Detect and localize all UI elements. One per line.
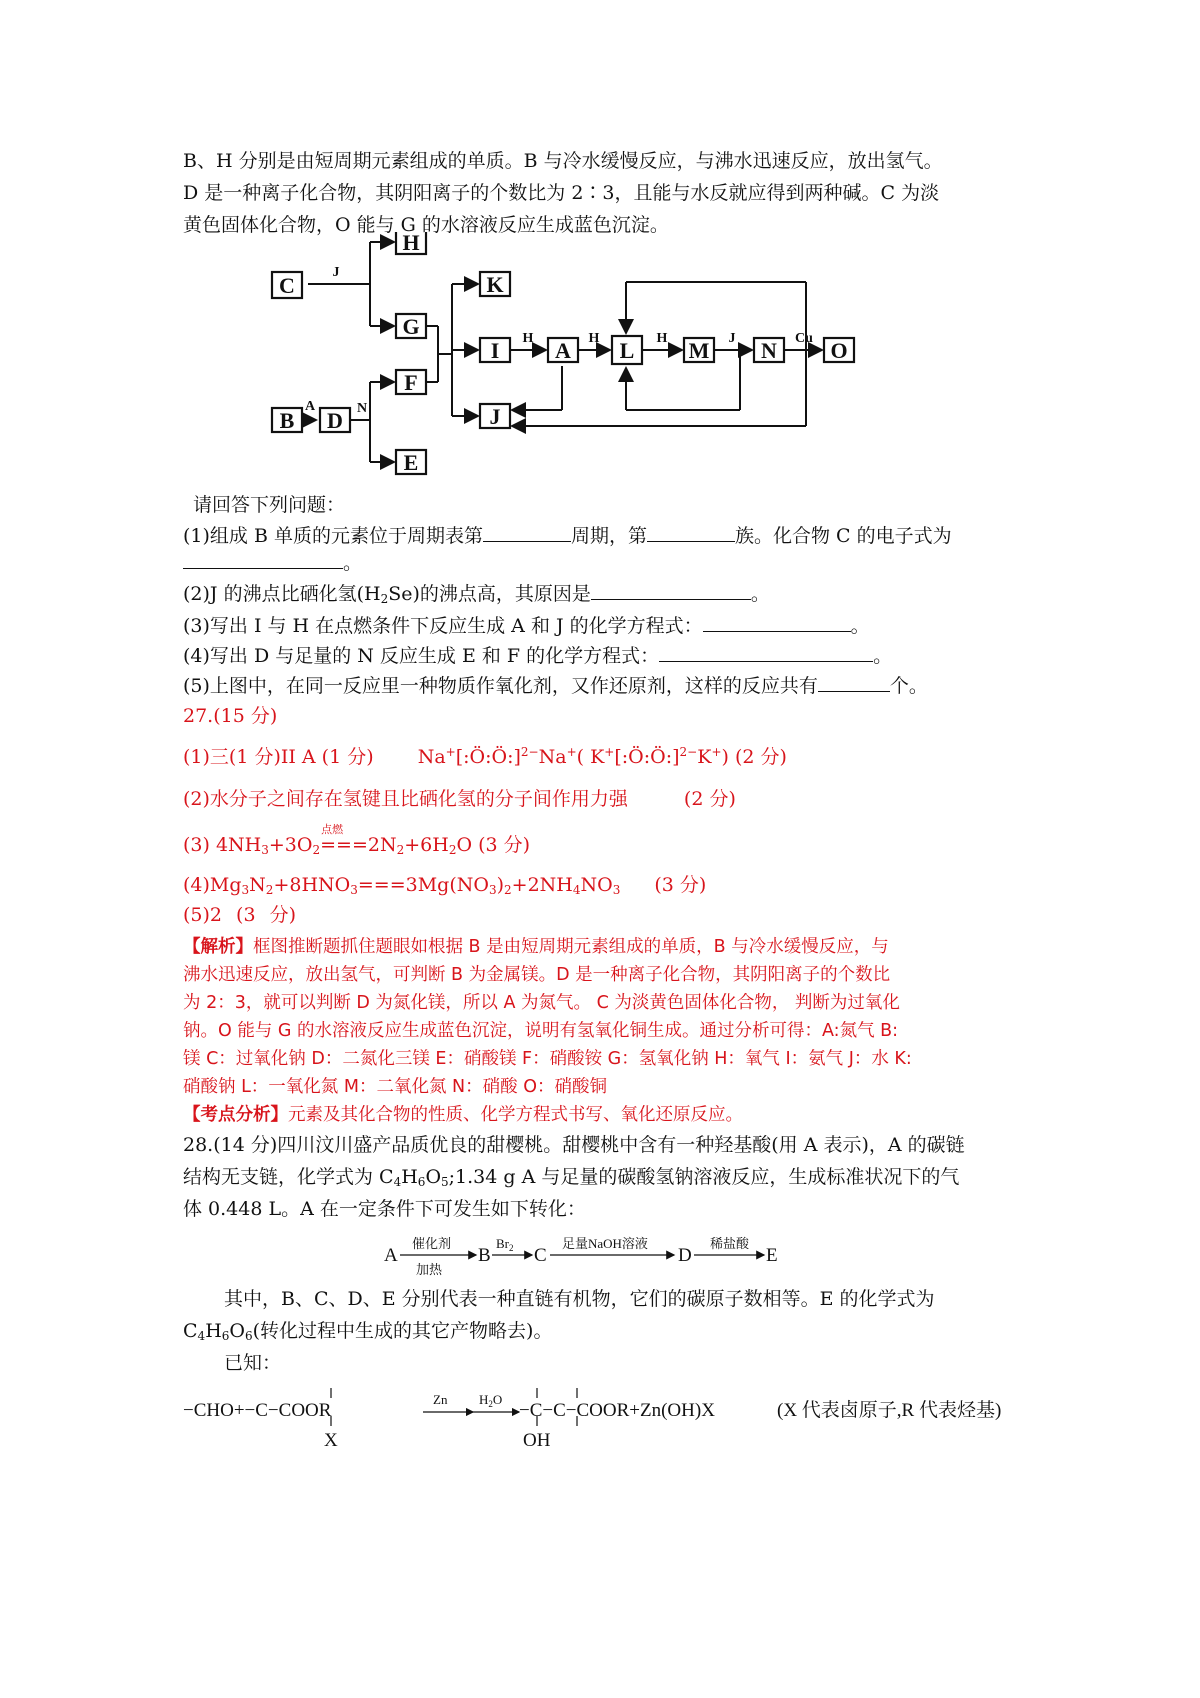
scheme-E: E [766, 1245, 778, 1266]
node-C-label: C [279, 273, 295, 298]
a2-score: (2 分) [683, 788, 736, 810]
reaction-note: (X 代表卤原子,R 代表烃基) [777, 1400, 1002, 1421]
q1-part-c: 族。化合物 C 的电子式为 [734, 525, 952, 547]
scheme-D: D [678, 1245, 692, 1266]
a1-k: K [590, 746, 605, 768]
analysis-line-3: 为 2：3，就可以判断 D 为氮化镁，所以 A 为氮气。 C 为淡黄色固体化合物， 判断为过氧化 [183, 993, 900, 1013]
reaction-zn: Zn [433, 1392, 448, 1407]
a1-text: (1)三(1 分)II A (1 分) [183, 746, 374, 768]
node-E-label: E [403, 450, 419, 475]
a3-right3: O (3 分) [456, 834, 531, 856]
key-points-text: 元素及其化合物的性质、化学方程式书写、氧化还原反应。 [288, 1105, 743, 1125]
a4-part: ===3Mg(NO [357, 874, 489, 896]
key-points-tag: 【考点分析】 [183, 1105, 288, 1125]
q28-para-2: $C_4H_6O_6$(转化过程中生成的其它产物略去)。 [183, 1320, 553, 1343]
reaction-h2o: $H_2O$ [479, 1392, 503, 1409]
question-5 [183, 673, 928, 699]
answer-2 [183, 786, 736, 812]
node-G-label: G [402, 314, 420, 339]
node-I-label: I [490, 338, 500, 363]
q28-text: (转化过程中生成的其它产物略去)。 [252, 1320, 553, 1342]
analysis-tag: 【解析】 [183, 937, 253, 957]
a4-part: N [249, 874, 266, 896]
answer-blank[interactable] [483, 523, 571, 542]
q4-part-a: (4)写出 D 与足量的 N 反应生成 E 和 F 的化学方程式： [183, 645, 660, 667]
q28-text: O [425, 1166, 442, 1188]
a4-part: +8HNO [273, 874, 351, 896]
a3-right1: 2N [367, 834, 397, 856]
a3-mid: +3O [268, 834, 313, 856]
edge-label-c: J [332, 265, 340, 280]
answer-1: (1)三(1 分)II A (1 分) Na+[:Ö:Ö:]$^{2-}$Na+( K+[:Ö:Ö:]$^{2-}$K+) (2 分) [183, 745, 787, 768]
answer-blank[interactable] [703, 613, 851, 632]
scheme-A: A [384, 1245, 398, 1266]
q28-line-1: 28.(14 分)四川汶川盛产品质优良的甜樱桃。甜樱桃中含有一种羟基酸(用 A 表示)，A 的碳链 [183, 1134, 965, 1156]
q28-known: 已知： [224, 1352, 282, 1374]
node-M-label: M [688, 338, 710, 363]
analysis-line-1 [183, 934, 889, 960]
q3-part-a: (3)写出 I 与 H 在点燃条件下反应生成 A 和 J 的化学方程式： [183, 615, 703, 637]
q28-text: 结构无支链，化学式为 C [183, 1166, 394, 1188]
scheme-cond-br2: $Br_2$ [496, 1236, 514, 1253]
analysis-line-4: 钠。O 能与 G 的水溶液反应生成蓝色沉淀，说明有氢氧化铜生成。通过分析可得：A:氮气 B: [183, 1021, 899, 1041]
intro-line-2: D 是一种离子化合物，其阴阳离子的个数比为 2∶3，且能与水反就应得到两种碱。C 为淡 [183, 182, 940, 204]
a4-part: +2NH [511, 874, 573, 896]
a1-na-2: Na [538, 746, 567, 768]
q5-part-a: (5)上图中，在同一反应里一种物质作氧化剂，又作还原剂，这样的反应共有 [183, 675, 818, 697]
analysis-text: 框图推断题抓住题眼如根据 B 是由短周期元素组成的单质，B 与冷水缓慢反应，与 [253, 937, 889, 957]
edge-label-d: N [356, 401, 368, 416]
a3-condition: 点燃 [321, 823, 344, 836]
known-reaction [183, 1378, 1043, 1458]
edge-label-n-o: Cu [795, 331, 813, 346]
conversion-scheme [384, 1228, 824, 1280]
a1-na: Na [417, 746, 446, 768]
answer-3: (3) $4NH_3+3O_2$ 点燃 $===2N_2+6H_2O$ (3 分) [183, 832, 530, 858]
answer-blank[interactable] [659, 643, 873, 662]
scheme-cond-hcl: 稀盐酸 [710, 1236, 750, 1251]
answer-blank[interactable] [591, 581, 751, 600]
question-4 [183, 643, 892, 669]
intro-line-1: B、H 分别是由短周期元素组成的单质。B 与冷水缓慢反应，与沸水迅速反应，放出氢气。 [183, 150, 943, 172]
answer-blank[interactable] [183, 550, 343, 569]
q2-part-a: (2)J 的沸点比硒化氢(H [183, 583, 381, 605]
answer-blank[interactable] [818, 673, 890, 692]
reaction-x: X [324, 1430, 338, 1451]
q5-part-b: 个。 [889, 675, 928, 697]
key-points-line [183, 1102, 743, 1128]
node-L-label: L [619, 338, 635, 363]
q2-part-b: Se)的沸点高，其原因是 [388, 583, 591, 605]
q4-part-b: 。 [873, 645, 893, 667]
scheme-C: C [534, 1245, 547, 1266]
q1-part-d: 。 [343, 552, 363, 574]
q28-text: H [205, 1320, 222, 1342]
question-prompt: 请回答下列问题： [193, 494, 346, 516]
question-2: (2)J 的沸点比硒化氢$(H_2Se)$的沸点高，其原因是 。 [183, 583, 770, 606]
a2-text: (2)水分子之间存在氢键且比硒化氢的分子间作用力强 [183, 788, 628, 810]
q28-para-1: 其中，B、C、D、E 分别代表一种直链有机物，它们的碳原子数相等。E 的化学式为 [224, 1288, 935, 1310]
scheme-cond-heat: 加热 [416, 1262, 443, 1277]
a1-o2-2: :Ö:Ö: [621, 746, 673, 768]
answer-blank[interactable] [647, 523, 735, 542]
a4-score: (3 分) [654, 874, 707, 896]
analysis-line-2: 沸水迅速反应，放出氢气，可判断 B 为金属镁。D 是一种离子化合物，其阴阳离子的个数比 [183, 965, 891, 985]
q28-text: H [401, 1166, 418, 1188]
node-J-label: J [489, 404, 501, 429]
answer-5: (5)2 (3 分) [183, 904, 296, 926]
reaction-oh: OH [523, 1430, 551, 1451]
node-D-label: D [327, 408, 343, 433]
q28-line-3: 体 0.448 L。A 在一定条件下可发生如下转化： [183, 1198, 586, 1220]
analysis-line-5: 镁 C：过氧化钠 D：二氮化三镁 E：硝酸镁 F：硝酸铵 G：氢氧化钠 H：氧气 I：氨气 J：水 K: [183, 1049, 912, 1069]
a1-o2: :Ö:Ö: [463, 746, 514, 768]
reaction-left: −CHO+−C−COOR [183, 1400, 332, 1421]
node-K-label: K [486, 272, 504, 297]
a3-left: (3) 4NH [183, 834, 262, 856]
q28-text: C [183, 1320, 198, 1342]
question-3 [183, 613, 870, 639]
intro-line-3: 黄色固体化合物，O 能与 G 的水溶液反应生成蓝色沉淀。 [183, 214, 669, 236]
reaction-flow-diagram [270, 232, 890, 482]
node-O-label: O [830, 338, 848, 363]
a4-part: (4)Mg [183, 874, 242, 896]
node-N-label: N [761, 338, 777, 363]
edge-label-l-m: H [656, 331, 668, 346]
scheme-B: B [478, 1245, 491, 1266]
a4-part: ) [496, 874, 505, 896]
edge-label-i-a: H [522, 331, 534, 346]
question-1 [183, 523, 952, 549]
scheme-cond-catalyst: 催化剂 [412, 1236, 452, 1251]
answer-4: $(4)Mg_3N_2+8HNO_3===3Mg(NO_3)_2+2NH_4NO_3$ (3 分) [183, 874, 707, 897]
edge-label-m-n: J [728, 331, 736, 346]
a3-right2: +6H [404, 834, 449, 856]
scheme-cond-naoh: 足量NaOH溶液 [562, 1236, 648, 1251]
q28-text: O [229, 1320, 245, 1342]
q1-part-b: 周期，第 [570, 525, 647, 547]
analysis-line-6: 硝酸钠 L：一氧化氮 M：二氧化氮 N：硝酸 O：硝酸铜 [183, 1077, 607, 1097]
question-1-cont [183, 550, 362, 576]
a4-part: NO [580, 874, 613, 896]
node-F-label: F [404, 370, 418, 395]
answer-heading: 27.(15 分) [183, 705, 278, 727]
node-H-label: H [402, 232, 420, 255]
node-A-label: A [555, 338, 571, 363]
q1-part-a: (1)组成 B 单质的元素位于周期表第 [183, 525, 483, 547]
q28-line-2: 结构无支链，化学式为 $C_4H_6O_5;1.34$ g A 与足量的碳酸氢钠溶液反应，生成标准状况下的气 [183, 1166, 960, 1189]
q3-part-b: 。 [850, 615, 870, 637]
q28-text: ;1.34 g A 与足量的碳酸氢钠溶液反应，生成标准状况下的气 [448, 1166, 960, 1188]
reaction-right: −C−C−COOR+Zn(OH)X [519, 1400, 715, 1421]
edge-label-b-d: A [304, 399, 316, 414]
node-B-label: B [279, 408, 295, 433]
a1-k-2: K [697, 746, 712, 768]
edge-label-a-l: H [588, 331, 600, 346]
a1-score: (2 分) [734, 746, 787, 768]
q2-part-c: 。 [750, 583, 770, 605]
